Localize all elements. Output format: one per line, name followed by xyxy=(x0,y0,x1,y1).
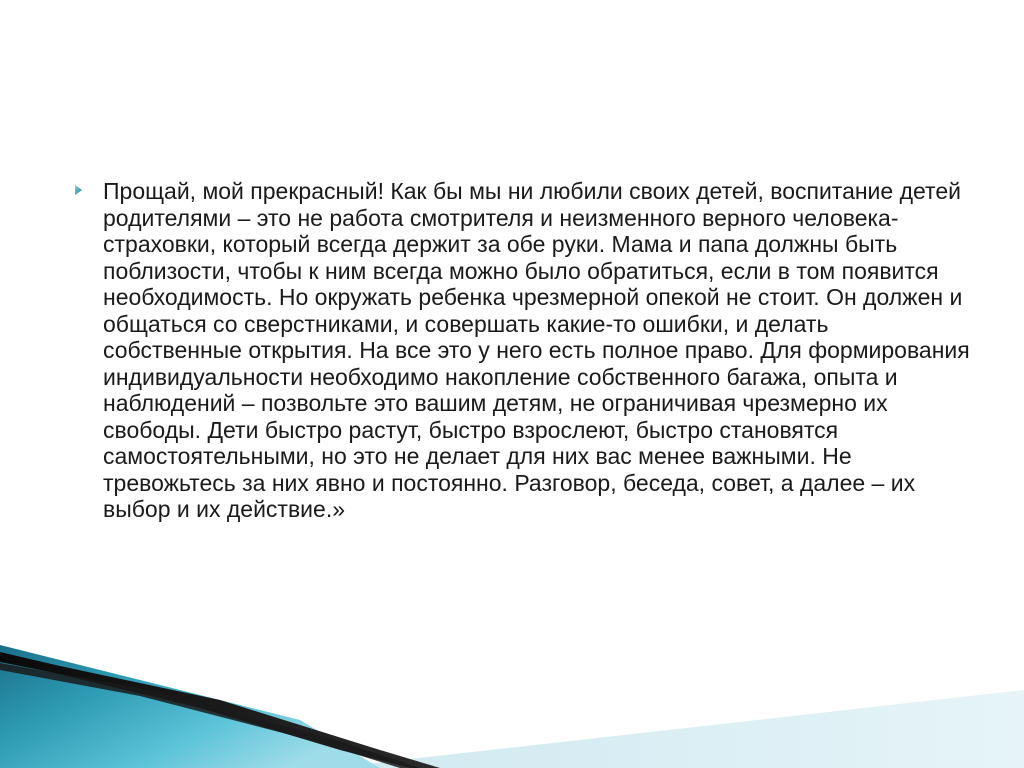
decorative-wave xyxy=(0,600,1024,768)
slide-body xyxy=(72,178,972,523)
bullet-item xyxy=(72,178,972,523)
paragraph-text: Прощай, мой прекрасный! Как бы мы ни любили своих детей, воспитание детей родителями – это не работа смотрителя и неизменного верного человека-страховки, который всегда держит за обе руки. Мама и папа должны быть поблизости, чтобы к ним всегда можно было обратиться, если в том появится необходимость. Но окружать ребенка чрезмерной опекой не стоит. Он должен и общаться со сверстниками, и совершать какие-то ошибки, и делать собственные открытия. На все это у него есть полное право. Для формирования индивидуальности необходимо накопление собственного багажа, опыта и наблюдений – позвольте это вашим детям, не ограничивая чрезмерно их свободы. Дети быстро растут, быстро взрослеют, быстро становятся самостоятельными, но это не делает для них вас менее важными. Не тревожьтесь за них явно и постоянно. Разговор, беседа, совет, а далее – их выбор и их действие.» xyxy=(103,178,970,522)
triangle-right-icon xyxy=(72,182,86,198)
pale-band xyxy=(330,690,1024,768)
